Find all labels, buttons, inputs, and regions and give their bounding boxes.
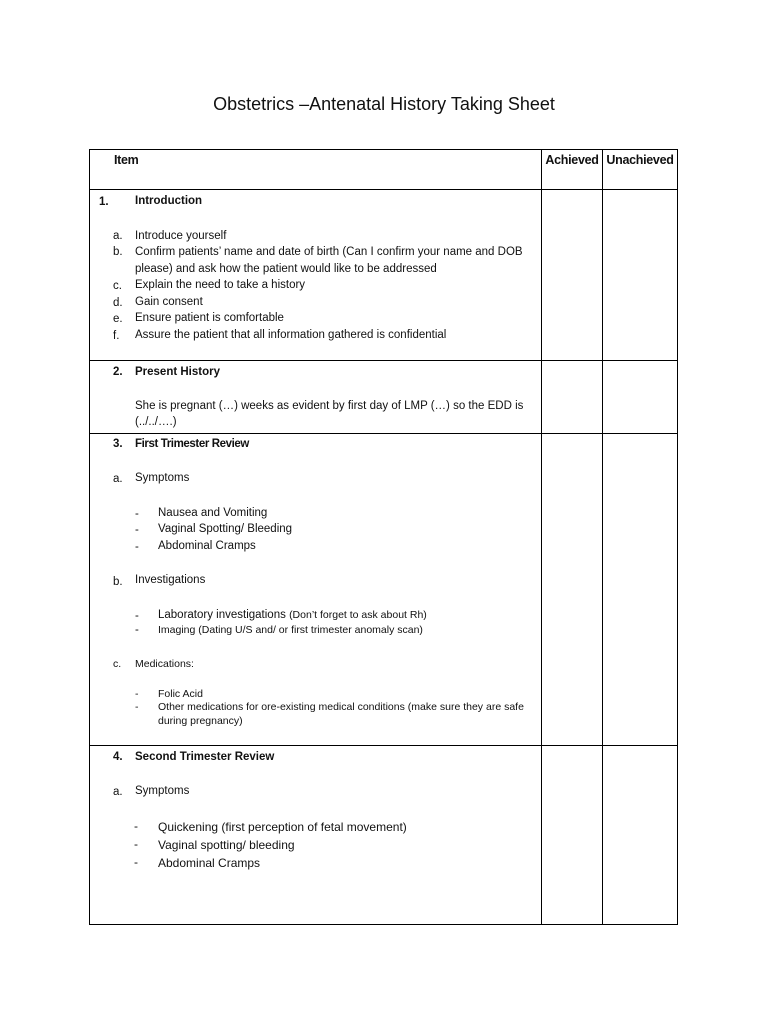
item-text-cont: please) and ask how the patient would like to be addressed: [135, 263, 437, 275]
investigation-main: Laboratory investigations: [158, 609, 290, 621]
item-cell-present-history: [90, 361, 542, 434]
investigation-item: Imaging (Dating U/S and/ or first trimester anomaly scan): [158, 624, 423, 636]
section-number: 1.: [99, 196, 109, 208]
item-cell-first-trimester: [90, 434, 542, 746]
table-row-first-trimester: [90, 434, 678, 746]
item-letter: a.: [113, 230, 123, 242]
item-text: Introduce yourself: [135, 230, 227, 242]
bullet-dash: -: [135, 541, 139, 553]
item-letter: c.: [113, 280, 122, 292]
bullet-dash: -: [135, 508, 139, 520]
item-letter: f.: [113, 330, 120, 342]
investigation-note: (Don’t forget to ask about Rh): [289, 609, 427, 621]
achieved-cell[interactable]: [542, 746, 603, 925]
item-text: Assure the patient that all information gathered is confidential: [135, 329, 447, 341]
section-heading: Second Trimester Review: [135, 751, 275, 763]
sub-label-symptoms: Symptoms: [135, 472, 190, 484]
present-history-text: She is pregnant (…) weeks as evident by first day of LMP (…) so the EDD is: [135, 400, 524, 412]
symptom-item: Abdominal Cramps: [158, 540, 256, 552]
bullet-dash: -: [134, 819, 138, 833]
sub-label-symptoms: Symptoms: [135, 785, 190, 797]
table-header-row: [90, 150, 678, 190]
sub-letter: a.: [113, 473, 123, 485]
item-letter: d.: [113, 297, 123, 309]
symptom-item: Nausea and Vomiting: [158, 507, 268, 519]
section-heading: Introduction: [135, 195, 203, 207]
sub-letter: b.: [113, 576, 123, 588]
item-letter: e.: [113, 313, 123, 325]
medication-item: Folic Acid: [158, 688, 203, 700]
achieved-cell[interactable]: [542, 361, 603, 434]
unachieved-cell[interactable]: [603, 434, 678, 746]
bullet-dash: -: [134, 837, 138, 851]
unachieved-cell[interactable]: [603, 746, 678, 925]
bullet-dash: -: [134, 855, 138, 869]
checklist-table: [89, 149, 678, 925]
achieved-cell[interactable]: [542, 434, 603, 746]
unachieved-cell[interactable]: [603, 361, 678, 434]
symptom-item: Vaginal Spotting/ Bleeding: [158, 523, 293, 535]
bullet-dash: -: [135, 688, 139, 700]
section-number: 4.: [113, 751, 123, 763]
table-row-present-history: [90, 361, 678, 434]
header-achieved: Achieved: [542, 150, 603, 190]
section-number: 2.: [113, 366, 123, 378]
symptom-item: Quickening (first perception of fetal movement): [158, 820, 407, 834]
sub-label-medications: Medications:: [135, 658, 194, 670]
sub-letter: c.: [113, 658, 122, 670]
section-heading: Present History: [135, 366, 221, 378]
item-letter: b.: [113, 246, 123, 258]
achieved-cell[interactable]: [542, 190, 603, 361]
symptom-item: Vaginal spotting/ bleeding: [158, 838, 295, 852]
medication-item: Other medications for ore-existing medical conditions (make sure they are safe: [158, 701, 524, 713]
sub-letter: a.: [113, 786, 123, 798]
bullet-dash: -: [135, 524, 139, 536]
bullet-dash: -: [135, 610, 139, 622]
bullet-dash: -: [135, 701, 139, 713]
page-title: Obstetrics –Antenatal History Taking Sheet: [213, 94, 555, 114]
item-cell-introduction: [90, 190, 542, 361]
medication-item-cont: during pregnancy): [158, 715, 243, 727]
section-heading: First Trimester Review: [135, 438, 249, 450]
symptom-item: Abdominal Cramps: [158, 856, 261, 870]
investigation-item: [158, 608, 427, 622]
item-text: Explain the need to take a history: [135, 279, 306, 291]
item-text: Gain consent: [135, 296, 203, 308]
section-number: 3.: [113, 438, 123, 450]
header-unachieved: Unachieved: [603, 150, 678, 190]
present-history-text-cont: (../../….): [135, 416, 177, 428]
item-text: Confirm patients’ name and date of birth (Can I confirm your name and DOB: [135, 246, 523, 258]
item-text: Ensure patient is comfortable: [135, 312, 284, 324]
unachieved-cell[interactable]: [603, 190, 678, 361]
bullet-dash: -: [135, 624, 139, 636]
item-cell-second-trimester: [90, 746, 542, 925]
table-row-second-trimester: [90, 746, 678, 925]
table-row-introduction: [90, 190, 678, 361]
header-item: Item: [90, 150, 542, 190]
sub-label-investigations: Investigations: [135, 574, 206, 586]
